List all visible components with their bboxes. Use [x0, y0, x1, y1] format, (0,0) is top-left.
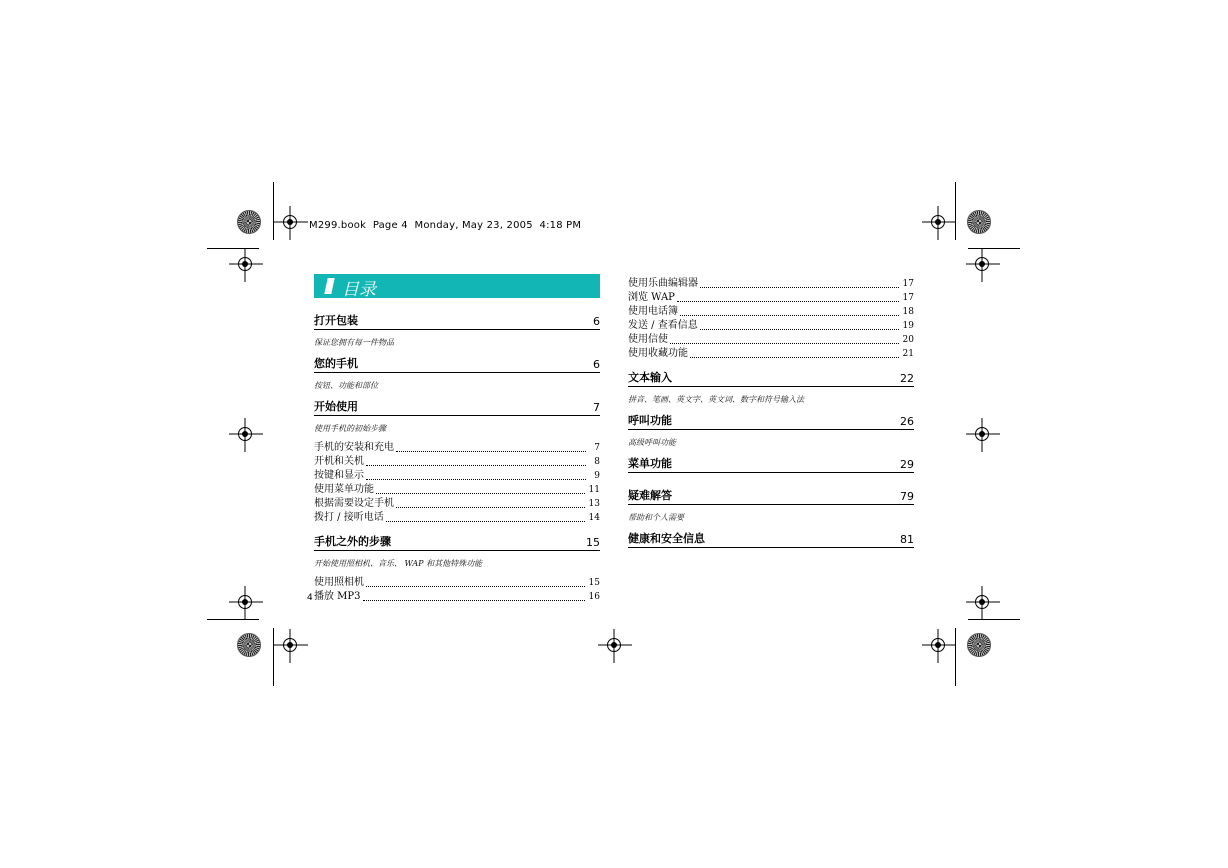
- section-page: 29: [900, 458, 914, 471]
- toc-entry[interactable]: [628, 277, 914, 291]
- leader-dots: [396, 450, 586, 452]
- color-target-icon: [237, 633, 261, 657]
- entry-page: 17: [902, 279, 914, 289]
- entry-label: 使用菜单功能: [314, 484, 374, 495]
- section-subtitle: 拼音、笔画、英文字、英文词、数字和符号输入法: [628, 395, 804, 404]
- leader-dots: [363, 599, 585, 601]
- section-title[interactable]: 菜单功能: [628, 457, 672, 470]
- crosshair-icon: [283, 638, 297, 652]
- section-subtitle: 开始使用照相机、音乐、 WAP 和其他特殊功能: [314, 559, 483, 568]
- crosshair-icon: [975, 595, 989, 609]
- leader-dots: [366, 478, 586, 480]
- section-title[interactable]: 开始使用: [314, 400, 358, 413]
- entry-label: 根据需要设定手机: [314, 498, 394, 509]
- crosshair-icon: [931, 638, 945, 652]
- print-header: M299.book Page 4 Monday, May 23, 2005 4:18 PM: [309, 220, 582, 231]
- toc-section[interactable]: [628, 369, 914, 404]
- entry-page: 21: [902, 349, 914, 359]
- toc-section[interactable]: [314, 312, 600, 347]
- section-title[interactable]: 呼叫功能: [628, 414, 672, 427]
- crosshair-icon: [238, 595, 252, 609]
- toc-entry[interactable]: [314, 469, 600, 483]
- entry-label: 使用乐曲编辑器: [628, 278, 698, 289]
- entry-label: 开机和关机: [314, 456, 364, 467]
- toc-section[interactable]: [628, 487, 914, 522]
- entry-page: 7: [594, 443, 600, 453]
- toc-entry[interactable]: [628, 347, 914, 361]
- section-title[interactable]: 手机之外的步骤: [314, 535, 391, 548]
- crosshair-icon: [931, 215, 945, 229]
- leader-dots: [396, 506, 585, 508]
- leader-dots: [386, 520, 585, 522]
- trim-mark: [207, 619, 259, 620]
- entry-label: 播放 MP3: [314, 591, 361, 602]
- leader-dots: [376, 492, 585, 494]
- leader-dots: [366, 585, 585, 587]
- toc-entry[interactable]: [314, 511, 600, 525]
- leader-dots: [366, 464, 586, 466]
- toc-right-column: [628, 277, 914, 548]
- entry-page: 17: [902, 293, 914, 303]
- crosshair-icon: [975, 427, 989, 441]
- section-page: 81: [900, 533, 914, 546]
- toc-entry[interactable]: [314, 497, 600, 511]
- trim-mark: [968, 619, 1020, 620]
- leader-dots: [700, 328, 899, 330]
- entry-page: 16: [588, 592, 600, 602]
- entry-label: 发送 / 查看信息: [628, 320, 698, 331]
- toc-title: 目录: [342, 280, 376, 300]
- toc-entry[interactable]: [314, 576, 600, 590]
- toc-entry[interactable]: [628, 319, 914, 333]
- color-target-icon: [237, 210, 261, 234]
- section-title[interactable]: 您的手机: [314, 357, 358, 370]
- crosshair-icon: [283, 215, 297, 229]
- toc-entry[interactable]: [314, 441, 600, 455]
- entry-page: 11: [588, 485, 600, 495]
- trim-mark: [207, 248, 259, 249]
- toc-entry[interactable]: [628, 305, 914, 319]
- toc-entry[interactable]: [628, 333, 914, 347]
- entry-label: 使用照相机: [314, 577, 364, 588]
- entry-page: 14: [588, 513, 600, 523]
- section-page: 26: [900, 415, 914, 428]
- entry-page: 13: [588, 499, 600, 509]
- trim-mark: [273, 628, 274, 686]
- entry-label: 使用电话簿: [628, 306, 678, 317]
- section-subtitle: 使用手机的初始步骤: [314, 424, 386, 433]
- entry-page: 20: [902, 335, 914, 345]
- section-page: 79: [900, 490, 914, 503]
- crosshair-icon: [607, 638, 621, 652]
- entry-page: 15: [588, 578, 600, 588]
- section-page: 15: [586, 536, 600, 549]
- entry-label: 手机的安装和充电: [314, 442, 394, 453]
- section-page: 6: [593, 358, 600, 371]
- crosshair-icon: [238, 427, 252, 441]
- section-subtitle: 按钮、功能和部位: [314, 381, 378, 390]
- crosshair-icon: [975, 257, 989, 271]
- section-page: 6: [593, 315, 600, 328]
- section-title[interactable]: 文本输入: [628, 371, 672, 384]
- banner-accent: [324, 278, 334, 294]
- entry-page: 18: [902, 307, 914, 317]
- entry-label: 按键和显示: [314, 470, 364, 481]
- crosshair-icon: [238, 257, 252, 271]
- section-subtitle: 帮助和个人需要: [628, 513, 684, 522]
- entry-page: 8: [594, 457, 600, 467]
- toc-section[interactable]: [314, 533, 600, 604]
- section-page: 7: [593, 401, 600, 414]
- section-subtitle: 高级呼叫功能: [628, 438, 676, 447]
- leader-dots: [677, 300, 899, 302]
- color-target-icon: [967, 633, 991, 657]
- entry-page: 19: [902, 321, 914, 331]
- page-number: 4: [307, 593, 313, 603]
- section-page: 22: [900, 372, 914, 385]
- trim-mark: [955, 182, 956, 240]
- toc-section[interactable]: [314, 355, 600, 390]
- toc-left-column: [314, 274, 600, 604]
- leader-dots: [700, 286, 899, 288]
- toc-entry[interactable]: [628, 291, 914, 305]
- entry-label: 浏览 WAP: [628, 292, 675, 303]
- trim-mark: [273, 182, 274, 240]
- color-target-icon: [967, 210, 991, 234]
- toc-section[interactable]: [314, 398, 600, 533]
- toc-entry[interactable]: [314, 455, 600, 469]
- entry-label: 使用信使: [628, 334, 668, 345]
- toc-section[interactable]: [628, 455, 914, 481]
- leader-dots: [680, 314, 899, 316]
- toc-section[interactable]: [628, 412, 914, 447]
- toc-banner: [314, 274, 600, 298]
- toc-entry[interactable]: [314, 483, 600, 497]
- toc-section[interactable]: [628, 530, 914, 548]
- section-subtitle: 保证您拥有每一件物品: [314, 338, 394, 347]
- trim-mark: [955, 628, 956, 686]
- entry-page: 9: [594, 471, 600, 481]
- section-title[interactable]: 打开包装: [314, 314, 358, 327]
- section-title[interactable]: 健康和安全信息: [628, 532, 705, 545]
- leader-dots: [690, 356, 899, 358]
- toc-entry[interactable]: [314, 590, 600, 604]
- section-title[interactable]: 疑难解答: [628, 489, 672, 502]
- leader-dots: [670, 342, 899, 344]
- entry-label: 拨打 / 接听电话: [314, 512, 384, 523]
- entry-label: 使用收藏功能: [628, 348, 688, 359]
- trim-mark: [968, 248, 1020, 249]
